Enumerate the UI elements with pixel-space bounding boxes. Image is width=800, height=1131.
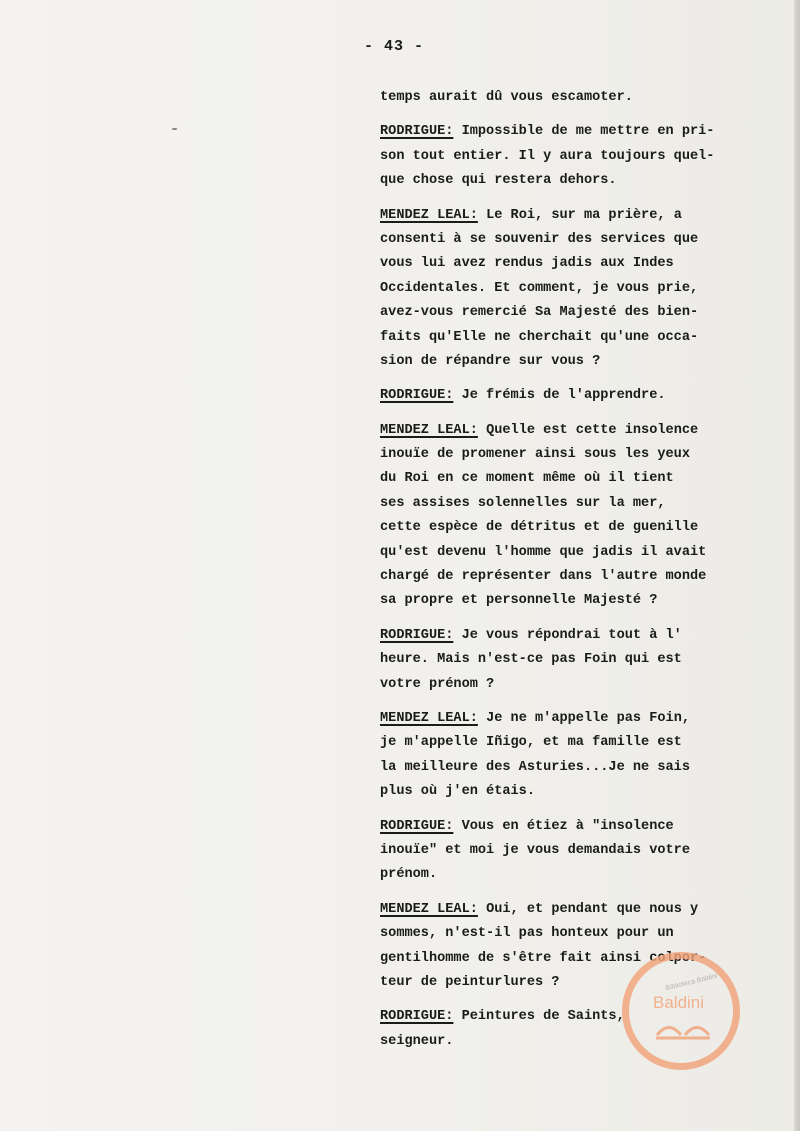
dialogue-block [380, 204, 752, 375]
speaker-name: MENDEZ LEAL: [380, 207, 478, 223]
line-text: consenti à se souvenir des services que [380, 231, 699, 247]
paragraph-gap [380, 409, 752, 419]
dialogue-block [380, 384, 752, 408]
line-text: plus où j'en étais. [380, 784, 535, 800]
paragraph-gap [380, 110, 752, 120]
text-line [380, 673, 752, 697]
line-text: Impossible de me mettre en pri- [453, 124, 715, 140]
text-line [380, 863, 752, 887]
text-line [380, 565, 752, 589]
page-number: - 43 - [364, 38, 425, 55]
speaker-name: MENDEZ LEAL: [380, 710, 478, 726]
speaker-name: RODRIGUE: [380, 124, 454, 140]
text-line [380, 492, 752, 516]
stamp-small-text: Biblioteca Baldini [664, 972, 719, 993]
dialogue-block [380, 419, 752, 614]
line-text: Quelle est cette insolence [477, 422, 699, 438]
speaker-name: RODRIGUE: [380, 388, 454, 404]
text-line [380, 839, 752, 863]
text-line [380, 228, 752, 252]
line-text: Peintures de Saints, [453, 1009, 625, 1025]
line-text: du Roi en ce moment même où il tient [380, 471, 674, 487]
line-text: sion de répandre sur vous ? [380, 353, 601, 369]
line-text: faits qu'Elle ne cherchait qu'une occa- [380, 329, 699, 345]
library-stamp [622, 952, 740, 1070]
text-line [380, 443, 752, 467]
text-line [380, 731, 752, 755]
text-line [380, 120, 752, 144]
text-line [380, 589, 752, 613]
text-line [380, 169, 752, 193]
paragraph-gap [380, 697, 752, 707]
line-text: gentilhomme de s'être fait ainsi colpor- [380, 950, 707, 966]
speaker-name: MENDEZ LEAL: [380, 422, 478, 438]
speaker-name: RODRIGUE: [380, 818, 454, 834]
text-line [380, 815, 752, 839]
text-line [380, 277, 752, 301]
text-line [380, 648, 752, 672]
text-line [380, 326, 752, 350]
dialogue-block [380, 815, 752, 888]
line-text: chargé de représenter dans l'autre monde [380, 569, 707, 585]
ink-speck [172, 128, 177, 130]
line-text: Le Roi, sur ma prière, a [477, 207, 682, 223]
line-text: Je ne m'appelle pas Foin, [477, 710, 691, 726]
text-line [380, 624, 752, 648]
line-text: cette espèce de détritus et de guenille [380, 520, 699, 536]
text-line [380, 86, 752, 110]
line-text: votre prénom ? [380, 676, 495, 692]
line-text: inouïe" et moi je vous demandais votre [380, 842, 690, 858]
text-line [380, 419, 752, 443]
line-text: la meilleure des Asturies...Je ne sais [380, 759, 690, 775]
line-text: prénom. [380, 867, 438, 883]
line-text: sa propre et personnelle Majesté ? [380, 593, 658, 609]
line-text: sommes, n'est-il pas honteux pour un [380, 926, 674, 942]
text-line [380, 756, 752, 780]
line-text: Oui, et pendant que nous y [477, 901, 699, 917]
text-line [380, 922, 752, 946]
line-text: teur de peinturlures ? [380, 974, 560, 990]
line-text: son tout entier. Il y aura toujours quel- [380, 148, 715, 164]
text-line [380, 516, 752, 540]
line-text: avez-vous remercié Sa Majesté des bien- [380, 305, 699, 321]
text-line [380, 467, 752, 491]
text-line [380, 780, 752, 804]
line-text: ses assises solennelles sur la mer, [380, 495, 666, 511]
dialogue-block [380, 624, 752, 697]
text-line [380, 301, 752, 325]
text-line [380, 252, 752, 276]
dialogue-block [380, 707, 752, 805]
line-text: Je vous répondrai tout à l' [453, 627, 682, 643]
paragraph-gap [380, 614, 752, 624]
speaker-name: RODRIGUE: [380, 1009, 454, 1025]
line-text: seigneur. [380, 1033, 454, 1049]
paragraph-gap [380, 805, 752, 815]
text-line [380, 541, 752, 565]
line-text: heure. Mais n'est-ce pas Foin qui est [380, 652, 682, 668]
text-line [380, 384, 752, 408]
line-text: vous lui avez rendus jadis aux Indes [380, 256, 674, 272]
paragraph-gap [380, 888, 752, 898]
dialogue-block [380, 86, 752, 110]
dialogue-block [380, 120, 752, 193]
line-text: je m'appelle Iñigo, et ma famille est [380, 735, 682, 751]
line-text: Je frémis de l'apprendre. [453, 388, 666, 404]
page-edge [794, 0, 800, 1131]
text-line [380, 204, 752, 228]
speaker-name: RODRIGUE: [380, 627, 454, 643]
line-text: temps aurait dû vous escamoter. [380, 90, 633, 105]
line-text: qu'est devenu l'homme que jadis il avait [380, 544, 707, 560]
stamp-books-icon [655, 1017, 711, 1043]
paragraph-gap [380, 374, 752, 384]
line-text: Occidentales. Et comment, je vous prie, [380, 280, 699, 296]
text-line [380, 898, 752, 922]
paragraph-gap [380, 194, 752, 204]
line-text: Vous en étiez à "insolence [453, 818, 674, 834]
speaker-name: MENDEZ LEAL: [380, 901, 478, 917]
line-text: que chose qui restera dehors. [380, 173, 617, 189]
stamp-title: Baldini [653, 993, 705, 1012]
dialogue-text [380, 86, 752, 1054]
text-line [380, 707, 752, 731]
text-line [380, 350, 752, 374]
text-line [380, 145, 752, 169]
line-text: inouïe de promener ainsi sous les yeux [380, 447, 690, 463]
